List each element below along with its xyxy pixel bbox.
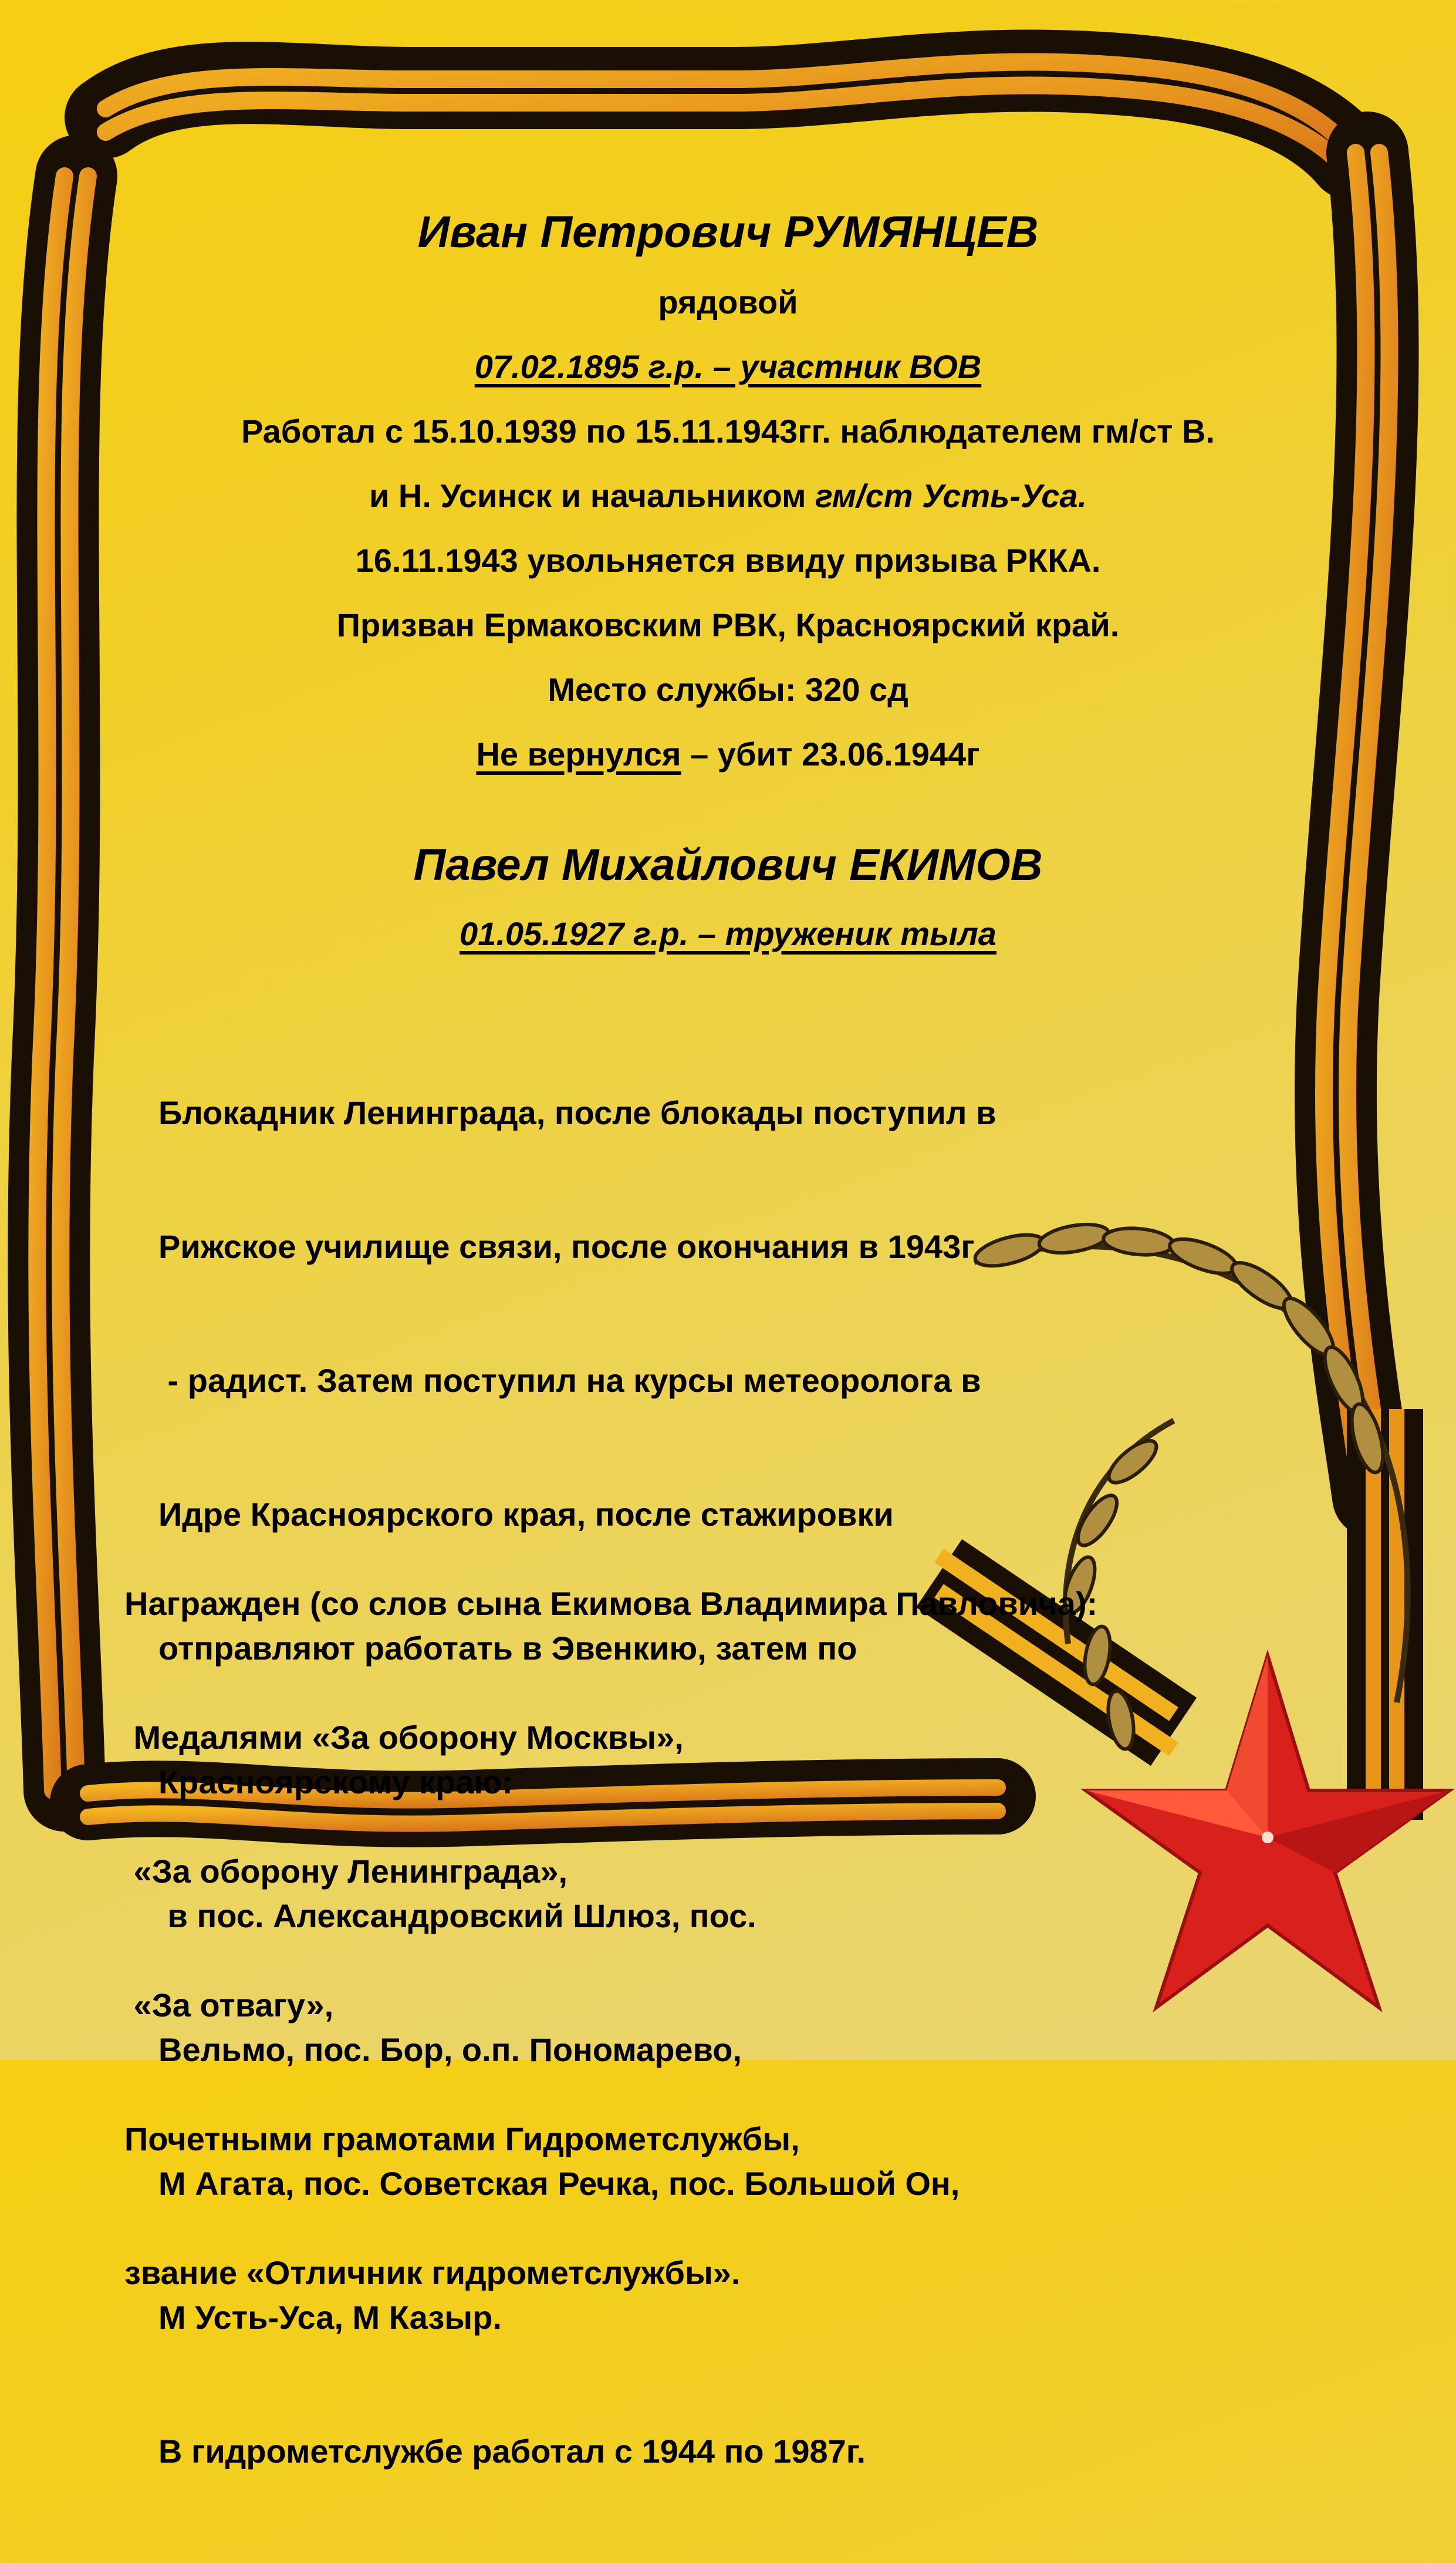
bio-line: Вельмо, пос. Бор, о.п. Пономарево, <box>158 2031 742 2068</box>
bio-line: в пос. Александровский Шлюз, пос. <box>158 1897 756 1934</box>
bio-line: В гидрометслужбе работал с 1944 по 1987г. <box>158 2433 866 2470</box>
bio-line: Идре Красноярского края, после стажировки <box>158 1496 894 1533</box>
award-line: «За оборону Ленинграда», <box>124 1853 568 1890</box>
bio-line: Рижское училище связи, после окончания в 1943г <box>158 1228 975 1265</box>
person1-work-line-2 <box>0 477 1456 515</box>
fate-underlined: Не вернулся <box>476 736 681 773</box>
bio-line: отправляют работать в Эвенкию, затем по <box>158 1630 857 1667</box>
award-line: Медалями «За оборону Москвы», <box>124 1719 684 1756</box>
person1-birth-line: 07.02.1895 г.р. – участник ВОВ <box>474 348 982 385</box>
bio-line: Красноярскому краю: <box>158 1763 513 1800</box>
work-line-2-italic: гм/ст Усть-Уса. <box>815 477 1087 514</box>
bio-line: М Усть-Уса, М Казыр. <box>158 2299 502 2336</box>
award-line: «За отвагу», <box>124 1987 334 2024</box>
person1-fate <box>0 735 1456 773</box>
fate-rest: – убит 23.06.1944г <box>681 736 980 773</box>
bio-line: - радист. Затем поступил на курсы метеоролога в <box>158 1362 981 1399</box>
award-line: звание «Отличник гидрометслужбы». <box>124 2254 741 2291</box>
person1-name: Иван Петрович РУМЯНЦЕВ <box>417 207 1039 257</box>
person2-birth-line: 01.05.1927 г.р. – труженик тыла <box>460 915 996 952</box>
person2-name: Павел Михайлович ЕКИМОВ <box>413 840 1043 890</box>
person1-dismissal: 16.11.1943 увольняется ввиду призыва РККА. <box>355 542 1101 579</box>
bio-line: М Агата, пос. Советская Речка, пос. Большой Он, <box>158 2165 960 2202</box>
work-line-2-plain: и Н. Усинск и начальником <box>369 477 816 514</box>
person1-service: Место службы: 320 сд <box>548 671 908 708</box>
award-line: Почетными грамотами Гидрометслужбы, <box>124 2120 800 2157</box>
person2-awards <box>124 1492 1097 2385</box>
person1-rank: рядовой <box>658 284 798 321</box>
award-line: Награжден (со слов сына Екимова Владимира Павловича): <box>124 1585 1098 1622</box>
bio-line: Блокадник Ленинграда, после блокады поступил в <box>158 1094 996 1131</box>
person1-conscription: Призван Ермаковским РВК, Красноярский край. <box>336 606 1120 643</box>
person1-work-line-1: Работал с 15.10.1939 по 15.11.1943гг. наблюдателем гм/ст В. <box>241 413 1215 450</box>
